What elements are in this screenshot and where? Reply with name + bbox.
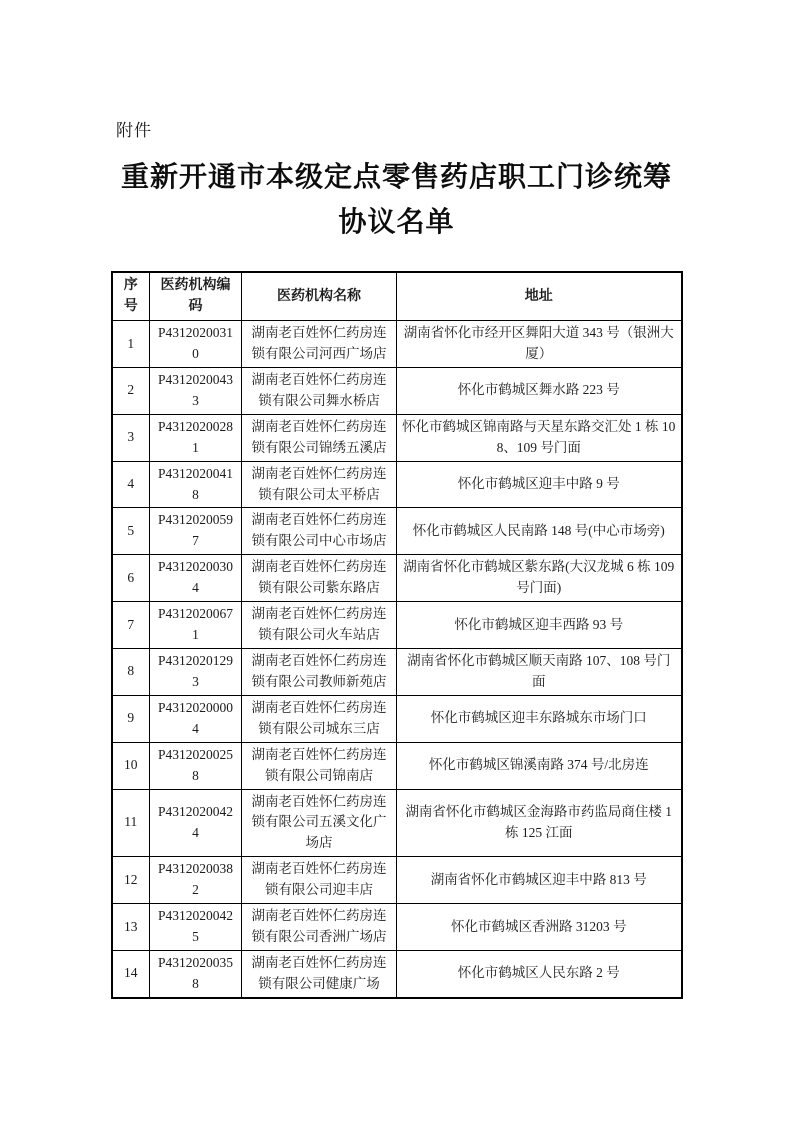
- cell-name: 湖南老百姓怀仁药房连锁有限公司火车站店: [242, 602, 397, 649]
- page-title: [0, 155, 793, 246]
- table-row: [112, 508, 682, 555]
- cell-index: 14: [112, 950, 150, 997]
- table-body: [112, 321, 682, 998]
- cell-address: 湖南省怀化市鹤城区紫东路(大汉龙城 6 栋 109 号门面): [397, 555, 682, 602]
- cell-code: P43120200433: [150, 367, 242, 414]
- cell-index: 13: [112, 904, 150, 951]
- cell-code: P43120200310: [150, 321, 242, 368]
- cell-address: 怀化市鹤城区迎丰中路 9 号: [397, 461, 682, 508]
- cell-address: 湖南省怀化市鹤城区迎丰中路 813 号: [397, 857, 682, 904]
- cell-name: 湖南老百姓怀仁药房连锁有限公司锦绣五溪店: [242, 414, 397, 461]
- cell-name: 湖南老百姓怀仁药房连锁有限公司太平桥店: [242, 461, 397, 508]
- cell-index: 11: [112, 789, 150, 857]
- col-header-address: 地址: [397, 272, 682, 321]
- cell-index: 7: [112, 602, 150, 649]
- table-row: [112, 857, 682, 904]
- cell-name: 湖南老百姓怀仁药房连锁有限公司中心市场店: [242, 508, 397, 555]
- cell-name: 湖南老百姓怀仁药房连锁有限公司城东三店: [242, 695, 397, 742]
- cell-name: 湖南老百姓怀仁药房连锁有限公司教师新苑店: [242, 649, 397, 696]
- cell-address: 怀化市鹤城区香洲路 31203 号: [397, 904, 682, 951]
- cell-index: 3: [112, 414, 150, 461]
- table-row: [112, 461, 682, 508]
- cell-index: 4: [112, 461, 150, 508]
- cell-address: 怀化市鹤城区锦溪南路 374 号/北房连: [397, 742, 682, 789]
- cell-address: 怀化市鹤城区舞水路 223 号: [397, 367, 682, 414]
- cell-code: P43120200382: [150, 857, 242, 904]
- cell-address: 怀化市鹤城区迎丰西路 93 号: [397, 602, 682, 649]
- cell-address: 湖南省怀化市经开区舞阳大道 343 号（银洲大厦）: [397, 321, 682, 368]
- cell-code: P43120200258: [150, 742, 242, 789]
- col-header-index: 序号: [112, 272, 150, 321]
- table-header-row: [112, 272, 682, 321]
- table-row: [112, 695, 682, 742]
- cell-name: 湖南老百姓怀仁药房连锁有限公司迎丰店: [242, 857, 397, 904]
- cell-name: 湖南老百姓怀仁药房连锁有限公司健康广场: [242, 950, 397, 997]
- page-title-line2: 协议名单: [338, 207, 455, 239]
- table-row: [112, 904, 682, 951]
- cell-address: 湖南省怀化市鹤城区金海路市药监局商住楼 1 栋 125 江面: [397, 789, 682, 857]
- table-row: [112, 602, 682, 649]
- cell-address: 湖南省怀化市鹤城区顺天南路 107、108 号门面: [397, 649, 682, 696]
- cell-address: 怀化市鹤城区人民南路 148 号(中心市场旁): [397, 508, 682, 555]
- cell-code: P43120200671: [150, 602, 242, 649]
- cell-address: 怀化市鹤城区锦南路与天星东路交汇处 1 栋 108、109 号门面: [397, 414, 682, 461]
- cell-name: 湖南老百姓怀仁药房连锁有限公司舞水桥店: [242, 367, 397, 414]
- cell-address: 怀化市鹤城区迎丰东路城东市场门口: [397, 695, 682, 742]
- table-row: [112, 789, 682, 857]
- cell-code: P43120200304: [150, 555, 242, 602]
- table-row: [112, 414, 682, 461]
- cell-name: 湖南老百姓怀仁药房连锁有限公司河西广场店: [242, 321, 397, 368]
- cell-index: 10: [112, 742, 150, 789]
- cell-name: 湖南老百姓怀仁药房连锁有限公司五溪文化广场店: [242, 789, 397, 857]
- cell-address: 怀化市鹤城区人民东路 2 号: [397, 950, 682, 997]
- cell-name: 湖南老百姓怀仁药房连锁有限公司紫东路店: [242, 555, 397, 602]
- table-row: [112, 555, 682, 602]
- cell-name: 湖南老百姓怀仁药房连锁有限公司香洲广场店: [242, 904, 397, 951]
- cell-index: 6: [112, 555, 150, 602]
- page-title-line1: 重新开通市本级定点零售药店职工门诊统筹: [120, 162, 672, 193]
- table-row: [112, 321, 682, 368]
- cell-code: P43120200004: [150, 695, 242, 742]
- attachment-label: 附件: [116, 121, 152, 140]
- col-header-name: 医药机构名称: [242, 272, 397, 321]
- cell-index: 9: [112, 695, 150, 742]
- cell-code: P43120200418: [150, 461, 242, 508]
- cell-code: P43120200425: [150, 904, 242, 951]
- cell-index: 12: [112, 857, 150, 904]
- cell-index: 5: [112, 508, 150, 555]
- cell-index: 1: [112, 321, 150, 368]
- cell-name: 湖南老百姓怀仁药房连锁有限公司锦南店: [242, 742, 397, 789]
- table-row: [112, 649, 682, 696]
- table-row: [112, 950, 682, 997]
- cell-code: P43120200281: [150, 414, 242, 461]
- table-row: [112, 367, 682, 414]
- cell-index: 8: [112, 649, 150, 696]
- cell-code: P43120200597: [150, 508, 242, 555]
- cell-code: P43120201293: [150, 649, 242, 696]
- table-row: [112, 742, 682, 789]
- cell-code: P43120200358: [150, 950, 242, 997]
- col-header-code: 医药机构编码: [150, 272, 242, 321]
- cell-code: P43120200424: [150, 789, 242, 857]
- pharmacy-roster-table: [111, 271, 683, 999]
- cell-index: 2: [112, 367, 150, 414]
